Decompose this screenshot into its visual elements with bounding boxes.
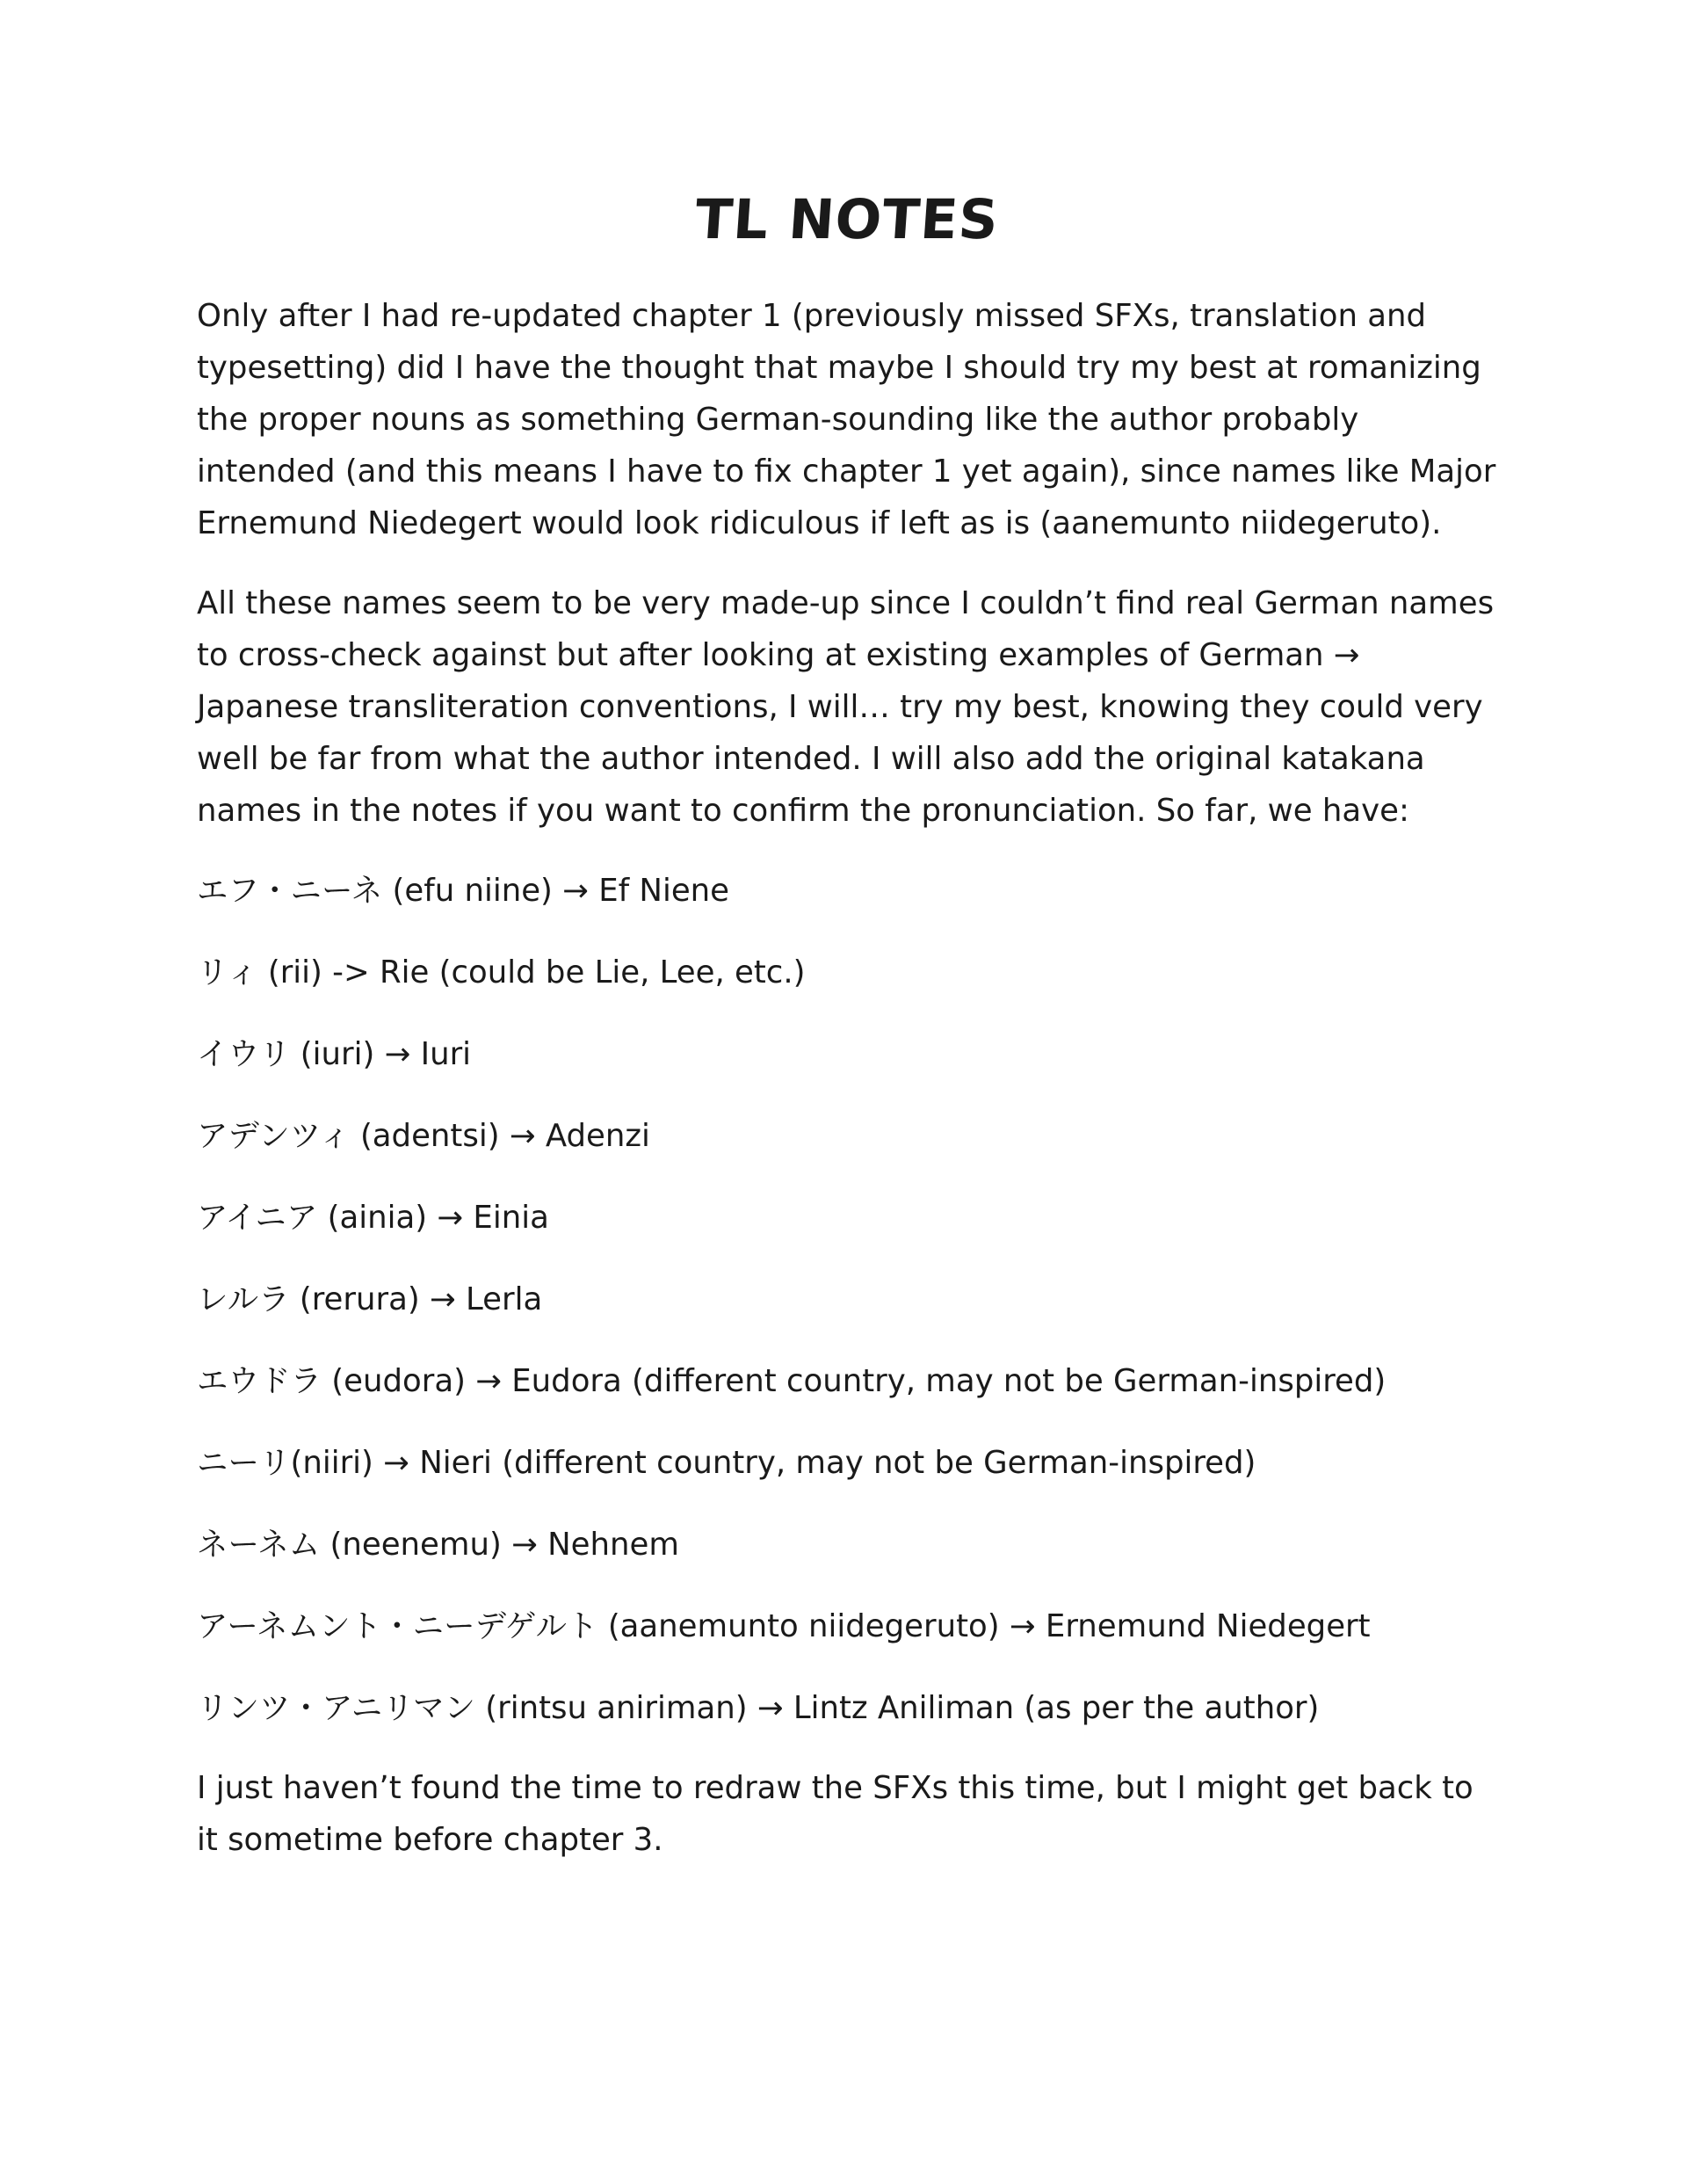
list-item: エフ・ニーネ (efu niine) → Ef Niene [197,873,730,909]
list-item: リンツ・アニリマン (rintsu aniriman) → Lintz Aniliman (as per the author) [197,1690,1320,1726]
name-list [197,865,1497,1734]
list-item: イウリ (iuri) → Iuri [197,1036,472,1072]
list-item: レルラ (rerura) → Lerla [197,1281,543,1317]
tl-notes-page [197,185,1497,1894]
page-title: TL NOTES [692,187,1002,251]
list-item: アデンツィ (adentsi) → Adenzi [197,1118,650,1154]
method-paragraph: All these names seem to be very made-up since I couldn’t find real German names to cross-check against but after looking at existing examples of German → Japanese transliteration conventions, I will… try my best, knowing they could very well be far from what the author intended. I will also add the original katakana names in the notes if you want to confirm the pronunciation. So far, we have: [197,585,1495,829]
list-item: アーネムント・ニーデゲルト (aanemunto niidegeruto) → Ernemund Niedegert [197,1608,1371,1644]
list-item: ニーリ(niiri) → Nieri (different country, may not be German-inspired) [197,1445,1256,1481]
list-item: アイニア (ainia) → Einia [197,1200,549,1236]
intro-paragraph: Only after I had re-updated chapter 1 (previously missed SFXs, translation and typesetting) did I have the thought that maybe I should try my best at romanizing the proper nouns as something German-sounding like the author probably intended (and this means I have to fix chapter 1 yet again), since names like Major Ernemund Niedegert would look ridiculous if left as is (aanemunto niidegeruto). [197,298,1496,541]
list-item: エウドラ (eudora) → Eudora (different country, may not be German-inspired) [197,1363,1387,1399]
list-item: リィ (rii) -> Rie (could be Lie, Lee, etc.) [197,954,806,990]
closing-paragraph: I just haven’t found the time to redraw the SFXs this time, but I might get back to it sometime before chapter 3. [197,1770,1473,1858]
list-item: ネーネム (neenemu) → Nehnem [197,1527,679,1563]
